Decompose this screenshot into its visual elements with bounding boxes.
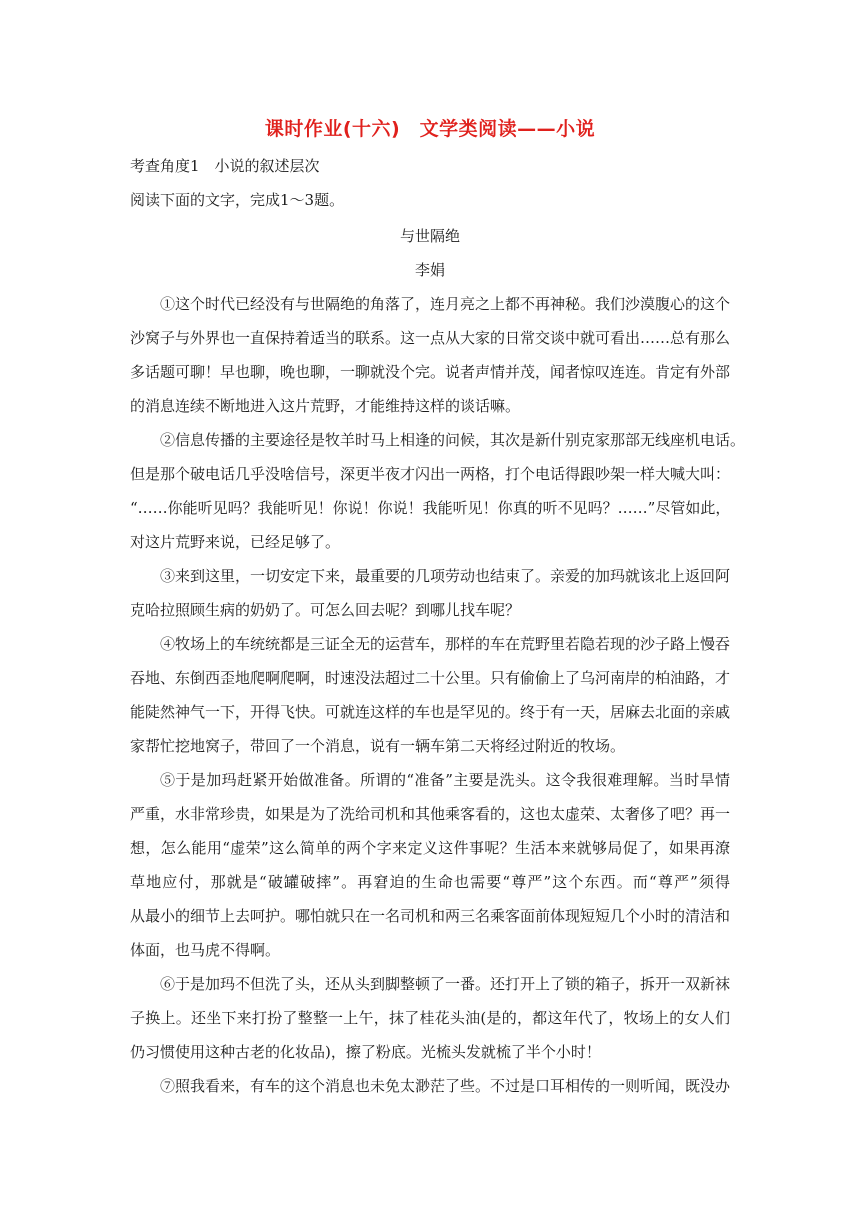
paragraph-line: ⑦照我看来，有车的这个消息也未免太渺茫了些。不过是口耳相传的一则听闻，既没办 xyxy=(160,1077,731,1095)
paragraph-line: 草地应付，那就是“破罐破摔”。再窘迫的生命也需要“尊严”这个东西。而“尊严”须得 xyxy=(130,873,730,891)
paragraph-line: ①这个时代已经没有与世隔绝的角落了，连月亮之上都不再神秘。我们沙漠腹心的这个 xyxy=(160,295,731,313)
page-title: 课时作业(十六) 文学类阅读——小说 xyxy=(264,118,596,140)
paragraph-line: 能陡然神气一下，开得飞快。可就连这样的车也是罕见的。终于有一天，居麻去北面的亲戚 xyxy=(130,703,731,721)
paragraph-line: 对这片荒野来说，已经足够了。 xyxy=(130,533,341,551)
paragraph-line: “……你能听见吗？我能听见！你说！你说！我能听见！你真的听不见吗？……”尽管如此， xyxy=(130,499,731,517)
paragraph-line: 体面，也马虎不得啊。 xyxy=(130,941,281,959)
paragraph-line: 的消息连续不断地进入这片荒野，才能维持这样的谈话嘛。 xyxy=(130,397,521,415)
paragraph-line: ⑤于是加玛赶紧开始做准备。所谓的“准备”主要是洗头。这令我很难理解。当时旱情 xyxy=(160,771,730,789)
paragraph-line: ③来到这里，一切安定下来，最重要的几项劳动也结束了。亲爱的加玛就该北上返回阿 xyxy=(160,567,731,585)
paragraph-line: 严重，水非常珍贵，如果是为了洗给司机和其他乘客看的，这也太虚荣、太奢侈了吧？再一 xyxy=(130,805,731,823)
paragraph-line: ②信息传播的主要途径是牧羊时马上相逢的问候，其次是新什别克家那部无线座机电话。 xyxy=(160,431,746,449)
paragraph-line: 但是那个破电话几乎没啥信号，深更半夜才闪出一两格，打个电话得跟吵架一样大喊大叫： xyxy=(130,465,731,483)
instruction-text: 阅读下面的文字，完成1～3题。 xyxy=(130,191,345,209)
story-title: 与世隔绝 xyxy=(399,227,460,245)
paragraph-line: 沙窝子与外界也一直保持着适当的联系。这一点从大家的日常交谈中就可看出……总有那么 xyxy=(130,329,731,347)
section-heading: 考查角度1 小说的叙述层次 xyxy=(130,157,320,175)
paragraph-line: 子换上。还坐下来打扮了整整一上午，抹了桂花头油(是的，都这年代了，牧场上的女人们 xyxy=(130,1009,730,1027)
paragraph-line: ④牧场上的车统统都是三证全无的运营车，那样的车在荒野里若隐若现的沙子路上慢吞 xyxy=(160,635,731,653)
paragraph-line: ⑥于是加玛不但洗了头，还从头到脚整顿了一番。还打开上了锁的箱子，拆开一双新袜 xyxy=(160,975,731,993)
paragraph-line: 家帮忙挖地窝子，带回了一个消息，说有一辆车第二天将经过附近的牧场。 xyxy=(130,737,626,755)
paragraph-line: 仍习惯使用这种古老的化妆品)，擦了粉底。光梳头发就梳了半个小时！ xyxy=(130,1043,601,1061)
paragraph-line: 吞地、东倒西歪地爬啊爬啊，时速没法超过二十公里。只有偷偷上了乌河南岸的柏油路，才 xyxy=(130,669,731,687)
paragraph-line: 从最小的细节上去呵护。哪怕就只在一名司机和两三名乘客面前体现短短几个小时的清洁和 xyxy=(130,907,731,925)
story-author: 李娟 xyxy=(414,261,445,279)
paragraph-line: 多话题可聊！早也聊，晚也聊，一聊就没个完。说者声情并茂，闻者惊叹连连。肯定有外部 xyxy=(130,363,731,381)
paragraph-line: 想，怎么能用“虚荣”这么简单的两个字来定义这件事呢？生活本来就够局促了，如果再潦 xyxy=(130,839,730,857)
paragraph-line: 克哈拉照顾生病的奶奶了。可怎么回去呢？到哪儿找车呢？ xyxy=(130,601,521,619)
